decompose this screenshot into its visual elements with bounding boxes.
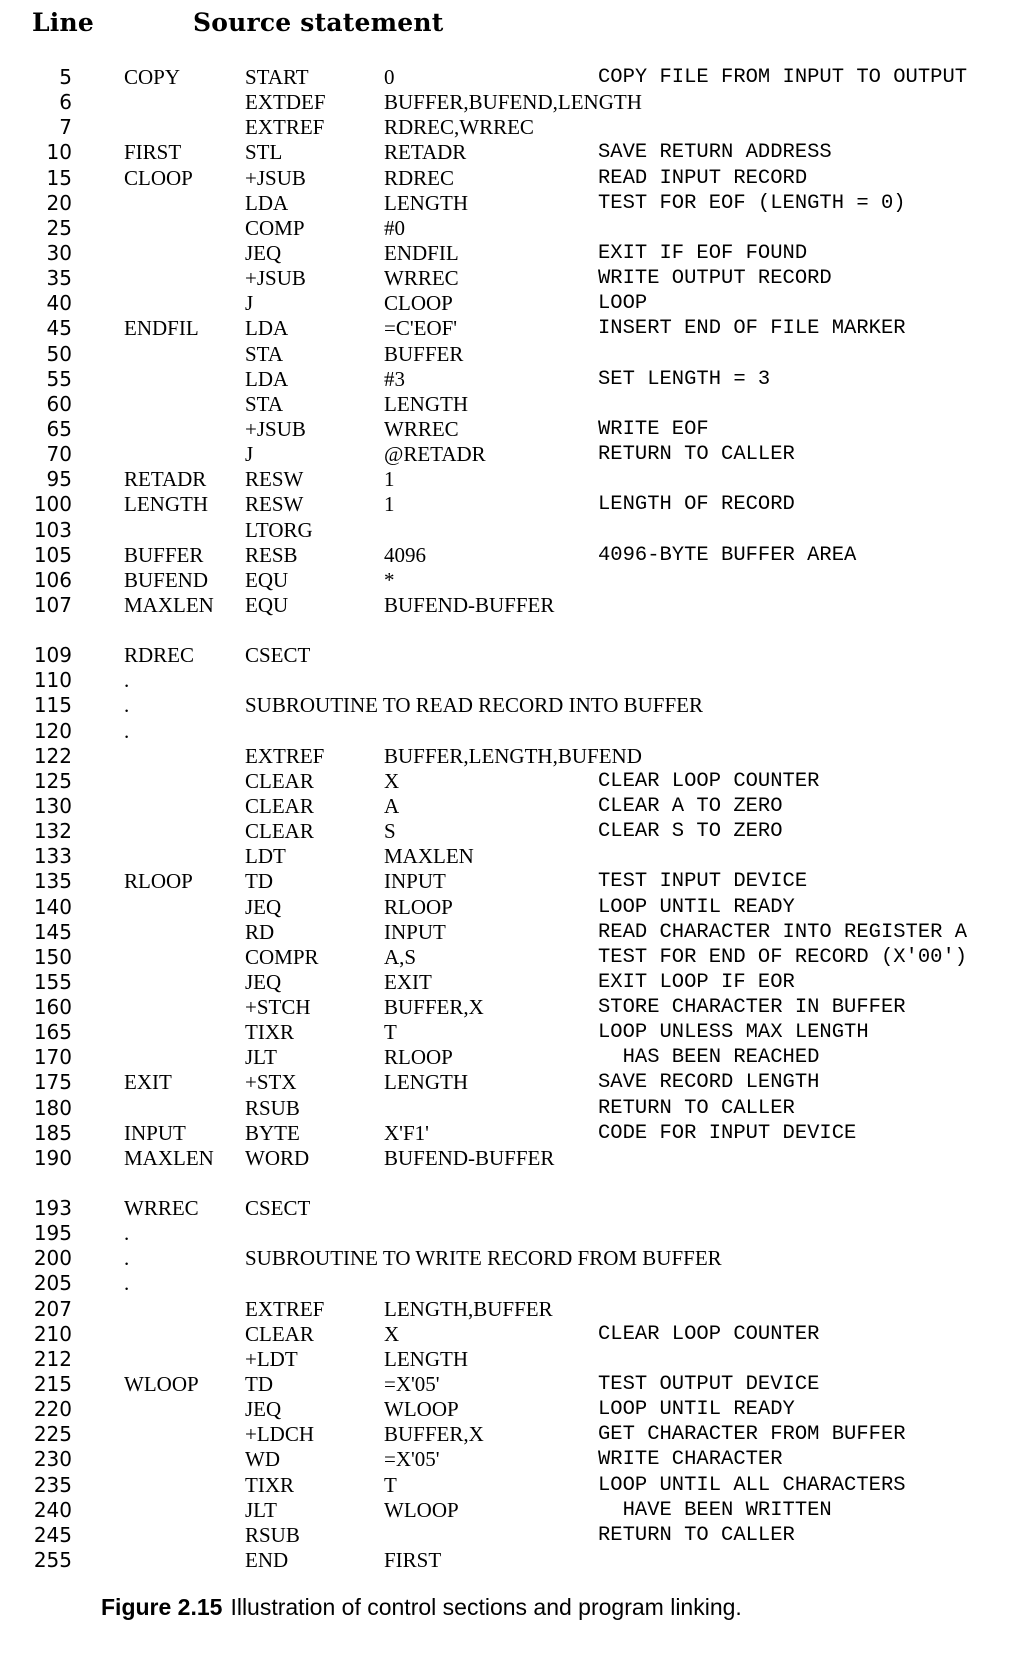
line-number: 150 [33,944,72,969]
label-field: LENGTH [124,492,208,517]
line-number: 215 [33,1372,72,1397]
line-number: 105 [33,542,72,567]
line-number: 132 [33,819,72,844]
line-number: 145 [33,919,72,944]
operand-field: MAXLEN [384,844,474,869]
source-line [0,1020,1023,1045]
comment-field: WRITE OUTPUT RECORD [598,267,832,291]
comment-field: CLEAR LOOP COUNTER [598,1322,820,1346]
operand-field: =X'05' [384,1372,440,1397]
label-field: ENDFIL [124,316,199,341]
operand-field: ENDFIL [384,240,459,265]
source-line [0,367,1023,392]
line-number: 185 [33,1120,72,1145]
comment-field: TEST FOR END OF RECORD (X'00') [598,945,968,969]
line-number: 130 [33,793,72,818]
operand-field: BUFEND-BUFFER [384,592,555,617]
operand-field: A [384,793,400,818]
label-field: CLOOP [124,165,193,190]
opcode-field: LDT [245,844,286,869]
comment-field: LOOP UNTIL READY [598,1398,795,1422]
source-line [0,1523,1023,1548]
opcode-field: CSECT [245,643,311,668]
figure-caption [101,1594,742,1621]
label-field: . [124,1221,130,1246]
source-line [0,668,1023,693]
source-line [0,1045,1023,1070]
figure-caption-text: Illustration of control sections and program linking. [230,1594,742,1620]
source-line [0,1397,1023,1422]
operand-field: 0 [384,65,395,89]
source-line [0,518,1023,543]
opcode-field: RSUB [245,1095,300,1120]
source-line [0,65,1023,90]
line-number: 70 [46,442,72,467]
source-line [0,995,1023,1020]
section-gap [0,1171,1023,1196]
label-field: BUFFER [124,542,204,567]
operand-field: CLOOP [384,291,453,316]
operand-field: #3 [384,366,405,391]
line-number: 133 [33,844,72,869]
opcode-field: +STCH [245,995,311,1020]
opcode-field: +JSUB [245,165,306,190]
source-line [0,970,1023,995]
source-line [0,90,1023,115]
label-field: RETADR [124,467,207,492]
comment-field: 4096-BYTE BUFFER AREA [598,543,857,567]
opcode-field: CLEAR [245,819,314,844]
opcode-field: CLEAR [245,793,314,818]
comment-field: LOOP UNLESS MAX LENGTH [598,1021,869,1045]
comment-field: LOOP UNTIL READY [598,895,795,919]
opcode-field: +STX [245,1070,297,1095]
comment-field: TEST OUTPUT DEVICE [598,1373,820,1397]
operand-field: BUFEND-BUFFER [384,1145,555,1170]
source-line [0,392,1023,417]
line-number: 165 [33,1020,72,1045]
comment-field: HAVE BEEN WRITTEN [598,1498,832,1522]
source-line [0,492,1023,517]
line-number: 40 [46,291,72,316]
line-number: 35 [46,266,72,291]
source-line [0,1196,1023,1221]
line-number: 109 [33,643,72,668]
opcode-field: J [245,291,254,316]
operand-field: LENGTH [384,190,468,215]
source-line [0,895,1023,920]
line-number: 225 [33,1422,72,1447]
opcode-field: RD [245,919,275,944]
opcode-field: +LDT [245,1346,298,1371]
comment-field: READ INPUT RECORD [598,166,808,190]
opcode-field: STA [245,391,283,416]
source-line [0,1096,1023,1121]
operand-field: LENGTH [384,391,468,416]
line-number: 103 [33,517,72,542]
operand-field: =X'05' [384,1447,440,1472]
operand-field: T [384,1472,397,1497]
source-line [0,342,1023,367]
operand-field: X [384,1321,400,1346]
operand-field: WRREC [384,416,459,441]
operand-field: RDREC,WRREC [384,115,534,140]
label-field: FIRST [124,140,182,165]
opcode-field: COMP [245,215,305,240]
line-number: 65 [46,416,72,441]
operand-field: FIRST [384,1548,442,1573]
operand-field: T [384,1020,397,1045]
label-field: BUFEND [124,567,209,592]
line-number: 240 [33,1497,72,1522]
opcode-field: +JSUB [245,416,306,441]
source-line [0,1498,1023,1523]
column-header-source-statement: Source statement [193,8,444,37]
source-line [0,1322,1023,1347]
line-number: 6 [59,90,72,115]
source-line [0,115,1023,140]
opcode-field: WD [245,1447,280,1472]
opcode-field: LDA [245,190,289,215]
column-header-line: Line [32,8,94,37]
operand-field: * [384,567,395,592]
comment-field: LOOP [598,292,648,316]
line-number: 20 [46,190,72,215]
source-line [0,869,1023,894]
source-line [0,794,1023,819]
operand-field: A,S [384,944,417,969]
line-number: 10 [46,140,72,165]
operand-field: X [384,768,400,793]
label-field: COPY [124,65,181,89]
source-line [0,1297,1023,1322]
opcode-field: JEQ [245,240,282,265]
line-number: 220 [33,1397,72,1422]
line-number: 100 [33,492,72,517]
source-line [0,1146,1023,1171]
comment-field: RETURN TO CALLER [598,443,795,467]
line-number: 195 [33,1221,72,1246]
line-number: 45 [46,316,72,341]
source-line [0,1473,1023,1498]
line-number: 25 [46,215,72,240]
operand-field: BUFFER,X [384,1422,484,1447]
source-line [0,593,1023,618]
line-number: 7 [59,115,72,140]
opcode-field: COMPR [245,944,319,969]
source-line [0,945,1023,970]
line-number: 50 [46,341,72,366]
line-number: 115 [33,693,72,718]
label-field: WRREC [124,1196,199,1221]
comment-field: LOOP UNTIL ALL CHARACTERS [598,1473,906,1497]
opcode-field: RESB [245,542,298,567]
source-line [0,844,1023,869]
operand-field: @RETADR [384,442,486,467]
comment-field: EXIT LOOP IF EOR [598,970,795,994]
label-field: WLOOP [124,1372,199,1397]
opcode-field: EXTREF [245,115,325,140]
source-line [0,417,1023,442]
line-number: 106 [33,567,72,592]
label-field: EXIT [124,1070,172,1095]
operand-field: WLOOP [384,1397,459,1422]
opcode-field: TIXR [245,1472,294,1497]
source-line [0,744,1023,769]
label-field: RDREC [124,643,195,668]
line-number: 55 [46,366,72,391]
line-number: 60 [46,391,72,416]
source-line [0,643,1023,668]
opcode-field: EQU [245,567,289,592]
line-number: 125 [33,768,72,793]
source-line [0,1271,1023,1296]
line-number: 210 [33,1321,72,1346]
line-number: 160 [33,995,72,1020]
source-line [0,693,1023,718]
operand-field: BUFFER,LENGTH,BUFEND [384,743,642,768]
opcode-field: CSECT [245,1196,311,1221]
opcode-field: JEQ [245,894,282,919]
source-line [0,266,1023,291]
line-number: 122 [33,743,72,768]
source-line [0,1121,1023,1146]
line-number: 5 [59,65,72,89]
operand-field: S [384,819,396,844]
source-line [0,467,1023,492]
source-line [0,719,1023,744]
line-number: 140 [33,894,72,919]
label-field: . [124,718,130,743]
operand-field: BUFFER,X [384,995,484,1020]
opcode-field: STL [245,140,283,165]
source-line [0,316,1023,341]
operand-field: WLOOP [384,1497,459,1522]
comment-field: TEST FOR EOF (LENGTH = 0) [598,191,906,215]
comment-field: RETURN TO CALLER [598,1523,795,1547]
comment-field: STORE CHARACTER IN BUFFER [598,996,906,1020]
opcode-field: JLT [245,1497,277,1522]
comment-field: CLEAR S TO ZERO [598,820,783,844]
comment-field: CLEAR LOOP COUNTER [598,769,820,793]
line-number: 110 [33,668,72,693]
operand-field: 1 [384,492,395,517]
comment-field: WRITE CHARACTER [598,1448,783,1472]
operand-field: BUFFER [384,341,464,366]
section-gap [0,618,1023,643]
line-number: 207 [33,1296,72,1321]
source-listing [0,65,1023,1573]
line-number: 135 [33,869,72,894]
operand-field: 4096 [384,542,426,567]
opcode-field: RESW [245,492,304,517]
operand-field: INPUT [384,919,446,944]
source-line [0,543,1023,568]
label-field: RLOOP [124,869,193,894]
comment-field: COPY FILE FROM INPUT TO OUTPUT [598,66,968,89]
source-line [0,442,1023,467]
opcode-field: BYTE [245,1120,300,1145]
line-number: 190 [33,1145,72,1170]
operand-field: LENGTH [384,1346,468,1371]
comment-field: WRITE EOF [598,417,709,441]
source-line [0,191,1023,216]
source-line [0,819,1023,844]
line-number: 15 [46,165,72,190]
opcode-field: JEQ [245,1397,282,1422]
opcode-field: SUBROUTINE TO WRITE RECORD FROM BUFFER [245,1246,722,1271]
label-field: . [124,693,130,718]
label-field: MAXLEN [124,592,214,617]
line-number: 193 [33,1196,72,1221]
line-number: 170 [33,1045,72,1070]
line-number: 107 [33,592,72,617]
operand-field: INPUT [384,869,446,894]
opcode-field: TIXR [245,1020,294,1045]
line-number: 95 [46,467,72,492]
comment-field: EXIT IF EOF FOUND [598,241,808,265]
line-number: 230 [33,1447,72,1472]
label-field: INPUT [124,1120,186,1145]
source-line [0,1447,1023,1472]
source-line [0,568,1023,593]
comment-field: SAVE RECORD LENGTH [598,1071,820,1095]
label-field: . [124,1271,130,1296]
line-number: 255 [33,1548,72,1573]
line-number: 235 [33,1472,72,1497]
comment-field: INSERT END OF FILE MARKER [598,317,906,341]
comment-field: LENGTH OF RECORD [598,493,795,517]
label-field: MAXLEN [124,1145,214,1170]
opcode-field: +LDCH [245,1422,315,1447]
line-number: 205 [33,1271,72,1296]
opcode-field: TD [245,1372,273,1397]
opcode-field: J [245,442,254,467]
operand-field: EXIT [384,969,432,994]
source-line [0,291,1023,316]
source-line [0,1372,1023,1397]
opcode-field: EXTREF [245,1296,325,1321]
operand-field: RLOOP [384,1045,453,1070]
comment-field: SAVE RETURN ADDRESS [598,141,832,165]
figure-number: Figure 2.15 [101,1594,223,1620]
opcode-field: EXTDEF [245,90,326,115]
opcode-field: JEQ [245,969,282,994]
line-number: 30 [46,240,72,265]
source-line [0,216,1023,241]
opcode-field: LDA [245,316,289,341]
line-number: 245 [33,1522,72,1547]
source-line [0,920,1023,945]
opcode-field: EXTREF [245,743,325,768]
opcode-field: RESW [245,467,304,492]
opcode-field: JLT [245,1045,277,1070]
operand-field: LENGTH [384,1070,468,1095]
operand-field: 1 [384,467,395,492]
comment-field: SET LENGTH = 3 [598,367,771,391]
comment-field: READ CHARACTER INTO REGISTER A [598,920,968,944]
line-number: 155 [33,969,72,994]
opcode-field: EQU [245,592,289,617]
source-line [0,241,1023,266]
opcode-field: STA [245,341,283,366]
line-number: 200 [33,1246,72,1271]
operand-field: RETADR [384,140,467,165]
opcode-field: TD [245,869,273,894]
source-line [0,1246,1023,1271]
line-number: 212 [33,1346,72,1371]
operand-field: LENGTH,BUFFER [384,1296,553,1321]
line-number: 175 [33,1070,72,1095]
operand-field: =C'EOF' [384,316,458,341]
source-line [0,1548,1023,1573]
opcode-field: SUBROUTINE TO READ RECORD INTO BUFFER [245,693,703,718]
operand-field: #0 [384,215,405,240]
line-number: 180 [33,1095,72,1120]
opcode-field: CLEAR [245,1321,314,1346]
operand-field: WRREC [384,266,459,291]
source-line [0,1070,1023,1095]
source-line [0,1422,1023,1447]
comment-field: TEST INPUT DEVICE [598,870,808,894]
label-field: . [124,668,130,693]
opcode-field: LDA [245,366,289,391]
source-line [0,1221,1023,1246]
opcode-field: END [245,1548,289,1573]
opcode-field: WORD [245,1145,310,1170]
operand-field: RDREC [384,165,455,190]
opcode-field: START [245,65,309,89]
opcode-field: RSUB [245,1522,300,1547]
opcode-field: CLEAR [245,768,314,793]
operand-field: RLOOP [384,894,453,919]
comment-field: HAS BEEN REACHED [598,1046,820,1070]
source-line [0,769,1023,794]
label-field: . [124,1246,130,1271]
source-line [0,1347,1023,1372]
operand-field: BUFFER,BUFEND,LENGTH [384,90,642,115]
comment-field: CODE FOR INPUT DEVICE [598,1121,857,1145]
opcode-field: LTORG [245,517,313,542]
source-line [0,140,1023,165]
comment-field: RETURN TO CALLER [598,1096,795,1120]
comment-field: CLEAR A TO ZERO [598,794,783,818]
line-number: 120 [33,718,72,743]
source-line [0,166,1023,191]
opcode-field: +JSUB [245,266,306,291]
operand-field: X'F1' [384,1120,429,1145]
comment-field: GET CHARACTER FROM BUFFER [598,1423,906,1447]
